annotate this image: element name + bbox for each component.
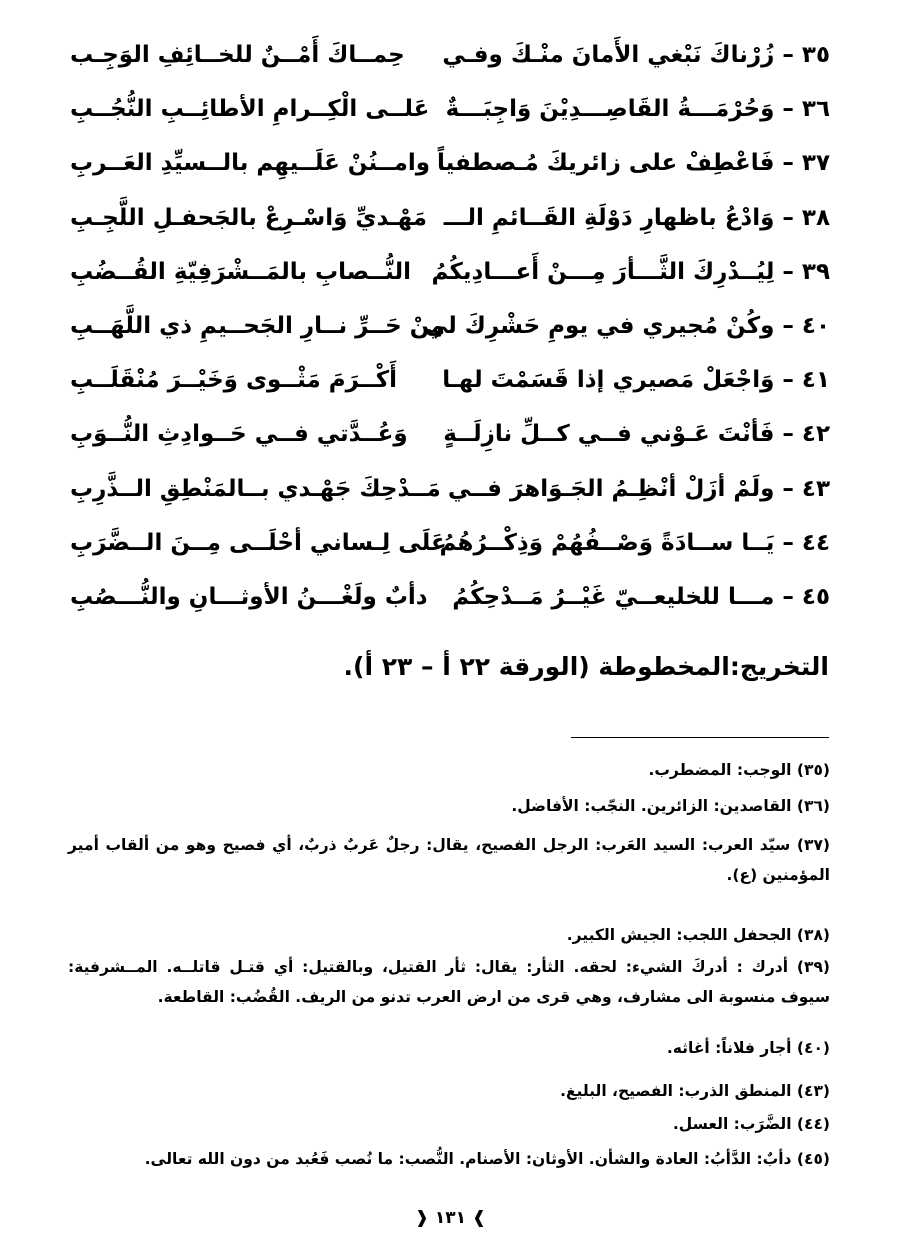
footnote-40: (٤٠) أجار فلاناً: أغاثه. xyxy=(666,1039,830,1057)
verse-second-hemistich: عَلــى الْكِــرامِ الأطائِــبِ النُّجُــبِ xyxy=(70,96,430,123)
verse-second-hemistich: النُّــصابِ بالمَــشْرَفِيّةِ القُــضُبِ xyxy=(70,258,412,285)
verse-43 xyxy=(70,462,830,516)
verse-number: ٤١ xyxy=(801,367,830,394)
verse-first-hemistich: ٤٤ – يَــا ســادَةً وَصْــفُهُمْ وَذِكْــرُهُمُ xyxy=(439,529,830,556)
verse-first-hemistich: ٤٠ – وكُنْ مُجيري في يومِ حَشْرِكَ لي xyxy=(424,312,830,339)
verse-first-hemistich: ٣٥ – زُرْناكَ نَبْغي الأَمانَ منْـكَ وفـي xyxy=(442,42,830,68)
verse-40 xyxy=(70,299,830,353)
verse-36 xyxy=(70,82,830,136)
footnote-37: (٣٧) سيّد العرب: السيد العَرب: الرجل الفصيح، يقال: رجلٌ عَربٌ ذربٌ، أي فصيح وهو من ألقاب أمير المؤمنين (ع). xyxy=(68,836,830,884)
footnote-43: (٤٣) المنطق الذرب: الفصيح، البليغ. xyxy=(560,1082,830,1100)
verse-first-hemistich: ٤١ – وَاجْعَلْ مَصيري إذا قَسَمْتَ لهـا xyxy=(442,367,830,394)
footnote-35: (٣٥) الوجب: المضطرب. xyxy=(648,761,830,779)
verse-number: ٤٥ xyxy=(801,583,830,610)
verse-number: ٤٢ xyxy=(801,421,830,448)
verse-45 xyxy=(70,570,830,624)
verse-first-hemistich: ٣٦ – وَحُرْمَـــةُ القَاصِـــدِيْنَ وَاجِبَـــةٌ xyxy=(445,96,830,123)
verse-number: ٣٥ xyxy=(801,42,830,68)
verse-first-hemistich: ٣٨ – وَادْعُ باظهارِ دَوْلَةِ القَــائمِ الـــ xyxy=(443,204,830,231)
verse-second-hemistich: أَكْــرَمَ مَثْــوى وَخَيْــرَ مُنْقَلَــبِ xyxy=(70,367,397,394)
verse-number: ٣٦ xyxy=(801,96,830,123)
verse-44 xyxy=(70,516,830,570)
footnote-38: (٣٨) الجحفل اللجب: الجيش الكبير. xyxy=(566,926,830,944)
verse-first-hemistich: ٤٢ – فَأنْتَ عَـوْني فــي كــلِّ نازِلَــةٍ xyxy=(443,421,830,448)
footnote-divider xyxy=(571,737,829,738)
verse-41 xyxy=(70,353,830,407)
verse-38 xyxy=(70,191,830,245)
verse-35 xyxy=(70,28,830,82)
verse-first-hemistich: ٤٥ – مـــا للخليعــيّ غَيْــرُ مَــدْحِكُمُ xyxy=(452,583,830,610)
verse-second-hemistich: مَــدْحِكَ جَهْـدي بــالمَنْطِقِ الــذَّرِبِ xyxy=(70,475,441,502)
verse-first-hemistich: ٣٩ – لِيُــدْرِكَ الثَّـــأرَ مِـــنْ أَعـــادِيكُمُ xyxy=(431,258,830,285)
verse-first-hemistich: ٤٣ – ولَمْ أزَلْ أنْظِـمُ الجَـوَاهرَ فــي xyxy=(447,475,830,502)
footnote-39: (٣٩) أدرك : أدركَ الشيء: لحقه. الثأر: يقال: ثأر القتيل، وبالقتيل: أي قتـل قاتلــه. المــشرفية: سيوف منسوبة الى مشارف، وهي قرى من ارض العرب تدنو من الريف. القُضُب: القاطعة. xyxy=(68,958,830,1006)
verse-number: ٣٨ xyxy=(801,204,830,231)
verse-number: ٣٩ xyxy=(801,258,830,285)
verse-second-hemistich: وامــنُنْ عَلَــيهِم بالــسيِّدِ العَــربِ xyxy=(70,150,431,177)
footnote-44: (٤٤) الضَّرَب: العسل. xyxy=(672,1115,830,1133)
verse-second-hemistich: دأبٌ ولَغْـــنُ الأوثـــانِ والنُّـــصُبِ xyxy=(70,583,428,610)
takhrij-source-line: التخريج:المخطوطة (الورقة ٢٢ أ – ٢٣ أ). xyxy=(343,652,829,681)
verse-number: ٣٧ xyxy=(801,150,830,177)
verse-37 xyxy=(70,136,830,190)
verse-number: ٤٠ xyxy=(801,312,830,339)
footnote-45: (٤٥) دأبٌ: الدَّأبُ: العادة والشأن. الأوثان: الأصنام. النُّصب: ما نُصب فَعُبد من دون الله تعالى. xyxy=(144,1150,830,1168)
ornament-right-icon: ❱ xyxy=(471,1208,487,1228)
verse-second-hemistich: مَهْـديِّ وَاسْـرِعْ بالجَحفـلِ اللَّجِـبِ xyxy=(70,204,428,231)
poem-verses xyxy=(70,28,830,624)
verse-number: ٤٤ xyxy=(801,529,830,556)
verse-second-hemistich: وَعُــدَّتي فــي حَــوادِثِ النُّــوَبِ xyxy=(70,421,408,448)
page-number: ١٣١ xyxy=(434,1208,467,1228)
verse-39 xyxy=(70,245,830,299)
page-footer xyxy=(0,1208,901,1228)
verse-second-hemistich: عَلَى لِـساني أحْلَــى مِــنَ الــضَّرَبِ xyxy=(70,529,447,556)
verse-second-hemistich: حِمــاكَ أَمْــنٌ للخــائِفِ الوَجِـب xyxy=(70,42,405,68)
verse-first-hemistich: ٣٧ – فَاعْطِفْ على زائريكَ مُـصطفياً xyxy=(436,150,830,177)
verse-42 xyxy=(70,407,830,461)
verse-number: ٤٣ xyxy=(801,475,830,502)
verse-second-hemistich: مِنْ حَــرِّ نــارِ الجَحــيمِ ذي اللَّهَــبِ xyxy=(70,312,445,339)
footnote-36: (٣٦) القاصدين: الزائرين. النجّب: الأفاضل. xyxy=(511,797,830,815)
ornament-left-icon: ❰ xyxy=(414,1208,429,1228)
